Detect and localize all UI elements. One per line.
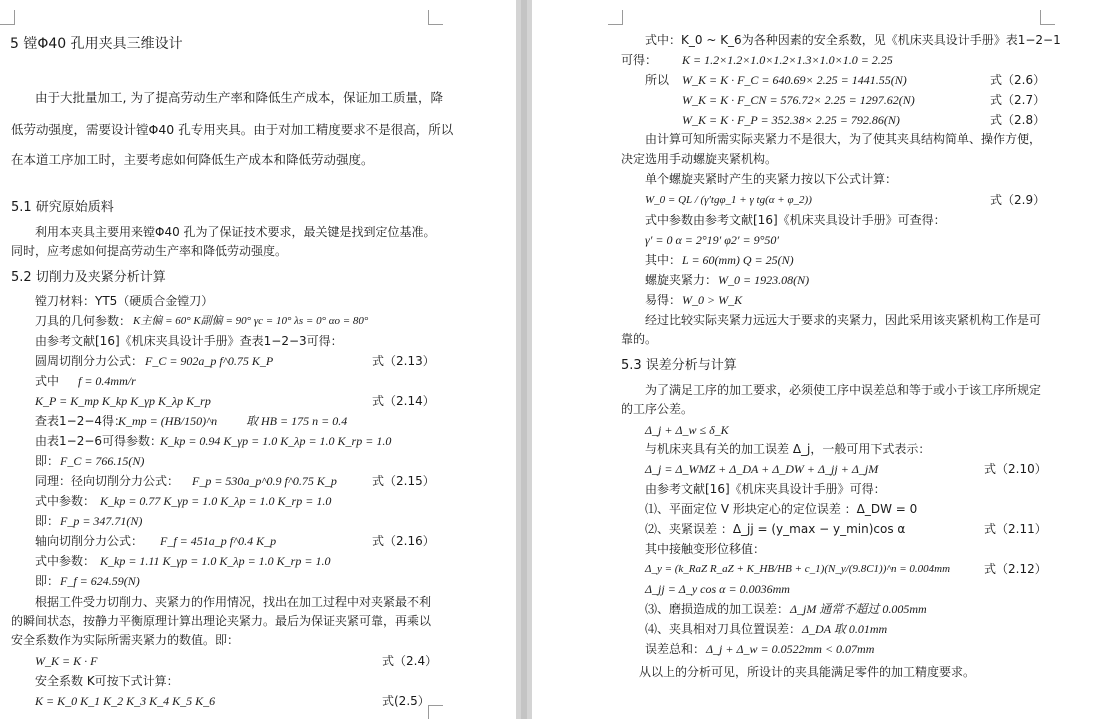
kp-formula: K_P = K_mp K_kp K_γp K_λp K_rp	[35, 394, 211, 408]
paragraph-line: 单个螺旋夹紧时产生的夹紧力按以下公式计算：	[645, 172, 898, 186]
safety-label: 安全系数 K可按下式计算：	[35, 674, 179, 688]
fp-params: K_kp = 0.77 K_γp = 1.0 K_λp = 1.0 K_rp = 1.0	[100, 494, 332, 508]
reference-line: 由参考文献[16]《机床夹具设计手册》查表1−2−3可得：	[35, 334, 343, 348]
paragraph-line: 经过比较实际夹紧力远远大于要求的夹紧力，因此采用该夹紧机构工作是可	[645, 313, 1042, 327]
fp-label: 同理：径向切削分力公式：	[35, 474, 180, 488]
crop-mark	[608, 10, 623, 25]
fc-result: F_C = 766.15(N)	[60, 454, 145, 468]
eq-number: 式（2.11）	[984, 522, 1047, 536]
intro-line: 由于大批量加工, 为了提高劳动生产率和降低生产成本，保证加工质量，降	[35, 90, 443, 105]
wk-calc-3: W_K = K · F_P = 352.38× 2.25 = 792.86(N)	[682, 113, 900, 127]
feed-value: f = 0.4mm/r	[78, 374, 136, 388]
geometry-values: K主偏 = 60° K副偏 = 90° γc = 10° λs = 0° αo = 80°	[133, 315, 369, 327]
intro-line: 在本道工序加工时，主要考虑如何降低生产成本和降低劳动强度。	[11, 152, 374, 167]
section-heading-5-3: 5.3 误差分析与计算	[621, 358, 737, 373]
lookup-label: 查表1−2−4得：	[35, 414, 127, 428]
document-page-left	[0, 0, 516, 719]
dj-formula: Δ_j = Δ_WMZ + Δ_DA + Δ_DW + Δ_jj + Δ_jM	[645, 462, 879, 476]
result-label: 即：	[35, 454, 60, 468]
wk-calc-1: W_K = K · F_C = 640.69× 2.25 = 1441.55(N)	[682, 73, 907, 87]
k-calc: K = 1.2×1.2×1.0×1.2×1.3×1.0×1.0 = 2.25	[682, 53, 893, 67]
eq-number: 式(2.5）	[382, 694, 430, 708]
wk-calc-2: W_K = K · F_CN = 576.72× 2.25 = 1297.62(N)	[682, 93, 915, 107]
result-label: 即：	[35, 574, 60, 588]
wk-formula: W_K = K · F	[35, 654, 98, 668]
tool-material: 镗刀材料：YT5（硬质合金镗刀）	[35, 294, 214, 308]
paragraph-line: 由参考文献[16]《机床夹具设计手册》可得：	[645, 482, 886, 496]
params-label: 式中参数：	[35, 494, 96, 508]
fc-formula: F_C = 902a_p f^0.75 K_P	[145, 354, 274, 368]
crop-mark	[1040, 10, 1055, 25]
paragraph-line: 由计算可知所需实际夹紧力不是很大，为了使其夹具结构简单、操作方便，	[645, 132, 1042, 146]
intro-line: 低劳动强度，需要设计镗Φ40 孔专用夹具。由于对加工精度要求不是很高，所以	[11, 122, 454, 137]
page-gutter	[516, 0, 532, 719]
crop-mark	[428, 705, 443, 719]
paragraph-line: 靠的。	[621, 332, 658, 346]
paragraph-line: 与机床夹具有关的加工误差 Δ_j，一般可用下式表示：	[645, 442, 931, 456]
k-params: K_kp = 0.94 K_γp = 1.0 K_λp = 1.0 K_rp = 1.0	[160, 434, 392, 448]
eq-number: 式（2.10）	[984, 462, 1047, 476]
result-label: 即：	[35, 514, 60, 528]
paragraph-line: 的工序公差。	[621, 402, 694, 416]
paragraph-line: 安全系数作为实际所需夹紧力的数值。即：	[11, 633, 240, 647]
gutter-scrollbar[interactable]	[521, 0, 527, 719]
total-error: Δ_j + Δ_w = 0.0522mm < 0.07mm	[706, 642, 875, 656]
ff-formula: F_f = 451a_p f^0.4 K_p	[160, 534, 277, 548]
tolerance-inequality: Δ_j + Δ_w ≤ δ_K	[645, 423, 729, 437]
fp-formula: F_p = 530a_p^0.9 f^0.75 K_p	[192, 474, 337, 488]
coef-line: 式中：K_0 ~ K_6为各种因素的安全系数，见《机床夹具设计手册》表1−2−1	[645, 33, 1061, 47]
paragraph-line: 式中参数由参考文献[16]《机床夹具设计手册》可查得：	[645, 213, 946, 227]
paragraph-line: 为了满足工序的加工要求，必须使工序中误差总和等于或小于该工序所规定	[645, 383, 1042, 397]
document-page-right	[532, 0, 1097, 719]
paragraph-line: 根据工件受力切削力、夹紧力的作用情况，找出在加工过程中对夹紧最不利	[35, 595, 432, 609]
eq-number: 式（2.12）	[984, 562, 1047, 576]
hb-value: 取 HB = 175 n = 0.4	[246, 414, 348, 428]
lq-values: L = 60(mm) Q = 25(N)	[682, 253, 794, 267]
eq-number: 式（2.16）	[372, 534, 435, 548]
chapter-heading: 5 镗Φ40 孔用夹具三维设计	[10, 36, 183, 52]
geometry-label: 刀具的几何参数：	[35, 314, 132, 328]
eq-number: 式（2.6）	[990, 73, 1046, 87]
ff-params: K_kp = 1.11 K_γp = 1.0 K_λp = 1.0 K_rp = 1.0	[100, 554, 331, 568]
list-item-value: Δ_DA 取 0.01mm	[802, 622, 888, 636]
label: 所以	[645, 73, 670, 87]
paragraph-line: 决定选用手动螺旋夹紧机构。	[621, 152, 778, 166]
params-label: 式中参数：	[35, 554, 96, 568]
list-item-value: Δ_jM 通常不超过 0.005mm	[790, 602, 927, 616]
angle-values: γ′ = 0 α = 2°19′ φ2′ = 9°50′	[645, 233, 780, 247]
section-heading-5-1: 5.1 研究原始质料	[11, 200, 114, 215]
lookup-label: 由表1−2−6可得参数：	[35, 434, 163, 448]
crop-mark	[0, 10, 15, 25]
kmp-formula: K_mp = (HB/150)^n	[118, 414, 218, 428]
ff-label: 轴向切削分力公式：	[35, 534, 144, 548]
eq-number: 式（2.4）	[382, 654, 438, 668]
eq-number: 式（2.7）	[990, 93, 1046, 107]
feed-label: 式中	[35, 374, 60, 388]
eq-number: 式（2.8）	[990, 113, 1046, 127]
fp-result: F_p = 347.71(N)	[60, 514, 143, 528]
eq-number: 式（2.15）	[372, 474, 435, 488]
k-formula: K = K_0 K_1 K_2 K_3 K_4 K_5 K_6	[35, 694, 216, 708]
eq-number: 式（2.14）	[372, 394, 435, 408]
label: 可得：	[621, 53, 658, 67]
section-heading-5-2: 5.2 切削力及夹紧分析计算	[11, 270, 166, 285]
list-item: ⑶、磨损造成的加工误差：	[645, 602, 790, 616]
w0-formula: W_0 = QL / (γ′tgφ_1 + γ tg(α + φ_2))	[645, 194, 812, 206]
list-item: ⑷、夹具相对刀具位置误差：	[645, 622, 802, 636]
w0-compare: W_0 > W_K	[682, 293, 743, 307]
label: 其中接触变形位移值：	[645, 542, 766, 556]
paragraph-line: 同时，应考虑如何提高劳动生产率和降低劳动强度。	[11, 244, 288, 258]
fc-label: 圆周切削分力公式：	[35, 354, 144, 368]
crop-mark	[428, 10, 443, 25]
paragraph-line: 的瞬间状态，按静力平衡原理计算出理论夹紧力。最后为保证夹紧可靠，再乘以	[11, 614, 432, 628]
ff-result: F_f = 624.59(N)	[60, 574, 140, 588]
final-statement: 从以上的分析可见，所设计的夹具能满足零件的加工精度要求。	[639, 665, 976, 679]
label: 其中：	[645, 253, 682, 267]
eq-number: 式（2.13）	[372, 354, 435, 368]
list-item: ⑵、夹紧误差 ：Δ_jj = (y_max − y_min)cos α	[645, 522, 906, 536]
label: 螺旋夹紧力：	[645, 273, 718, 287]
eq-number: 式（2.9）	[990, 193, 1046, 207]
label: 误差总和：	[645, 642, 706, 656]
list-item: ⑴、平面定位 V 形块定心的定位误差 ：Δ_DW = 0	[645, 502, 918, 516]
paragraph-line: 利用本夹具主要用来镗Φ40 孔为了保证技术要求，最关键是找到定位基准。	[35, 225, 436, 239]
djj-result: Δ_jj = Δ_y cos α = 0.0036mm	[645, 582, 790, 596]
w0-value: W_0 = 1923.08(N)	[718, 273, 810, 287]
dy-formula: Δ_y = (k_RaZ R_aZ + K_HB/HB + c_1)(N_y/(9.8C1))^n = 0.004mm	[645, 563, 951, 575]
label: 易得：	[645, 293, 682, 307]
